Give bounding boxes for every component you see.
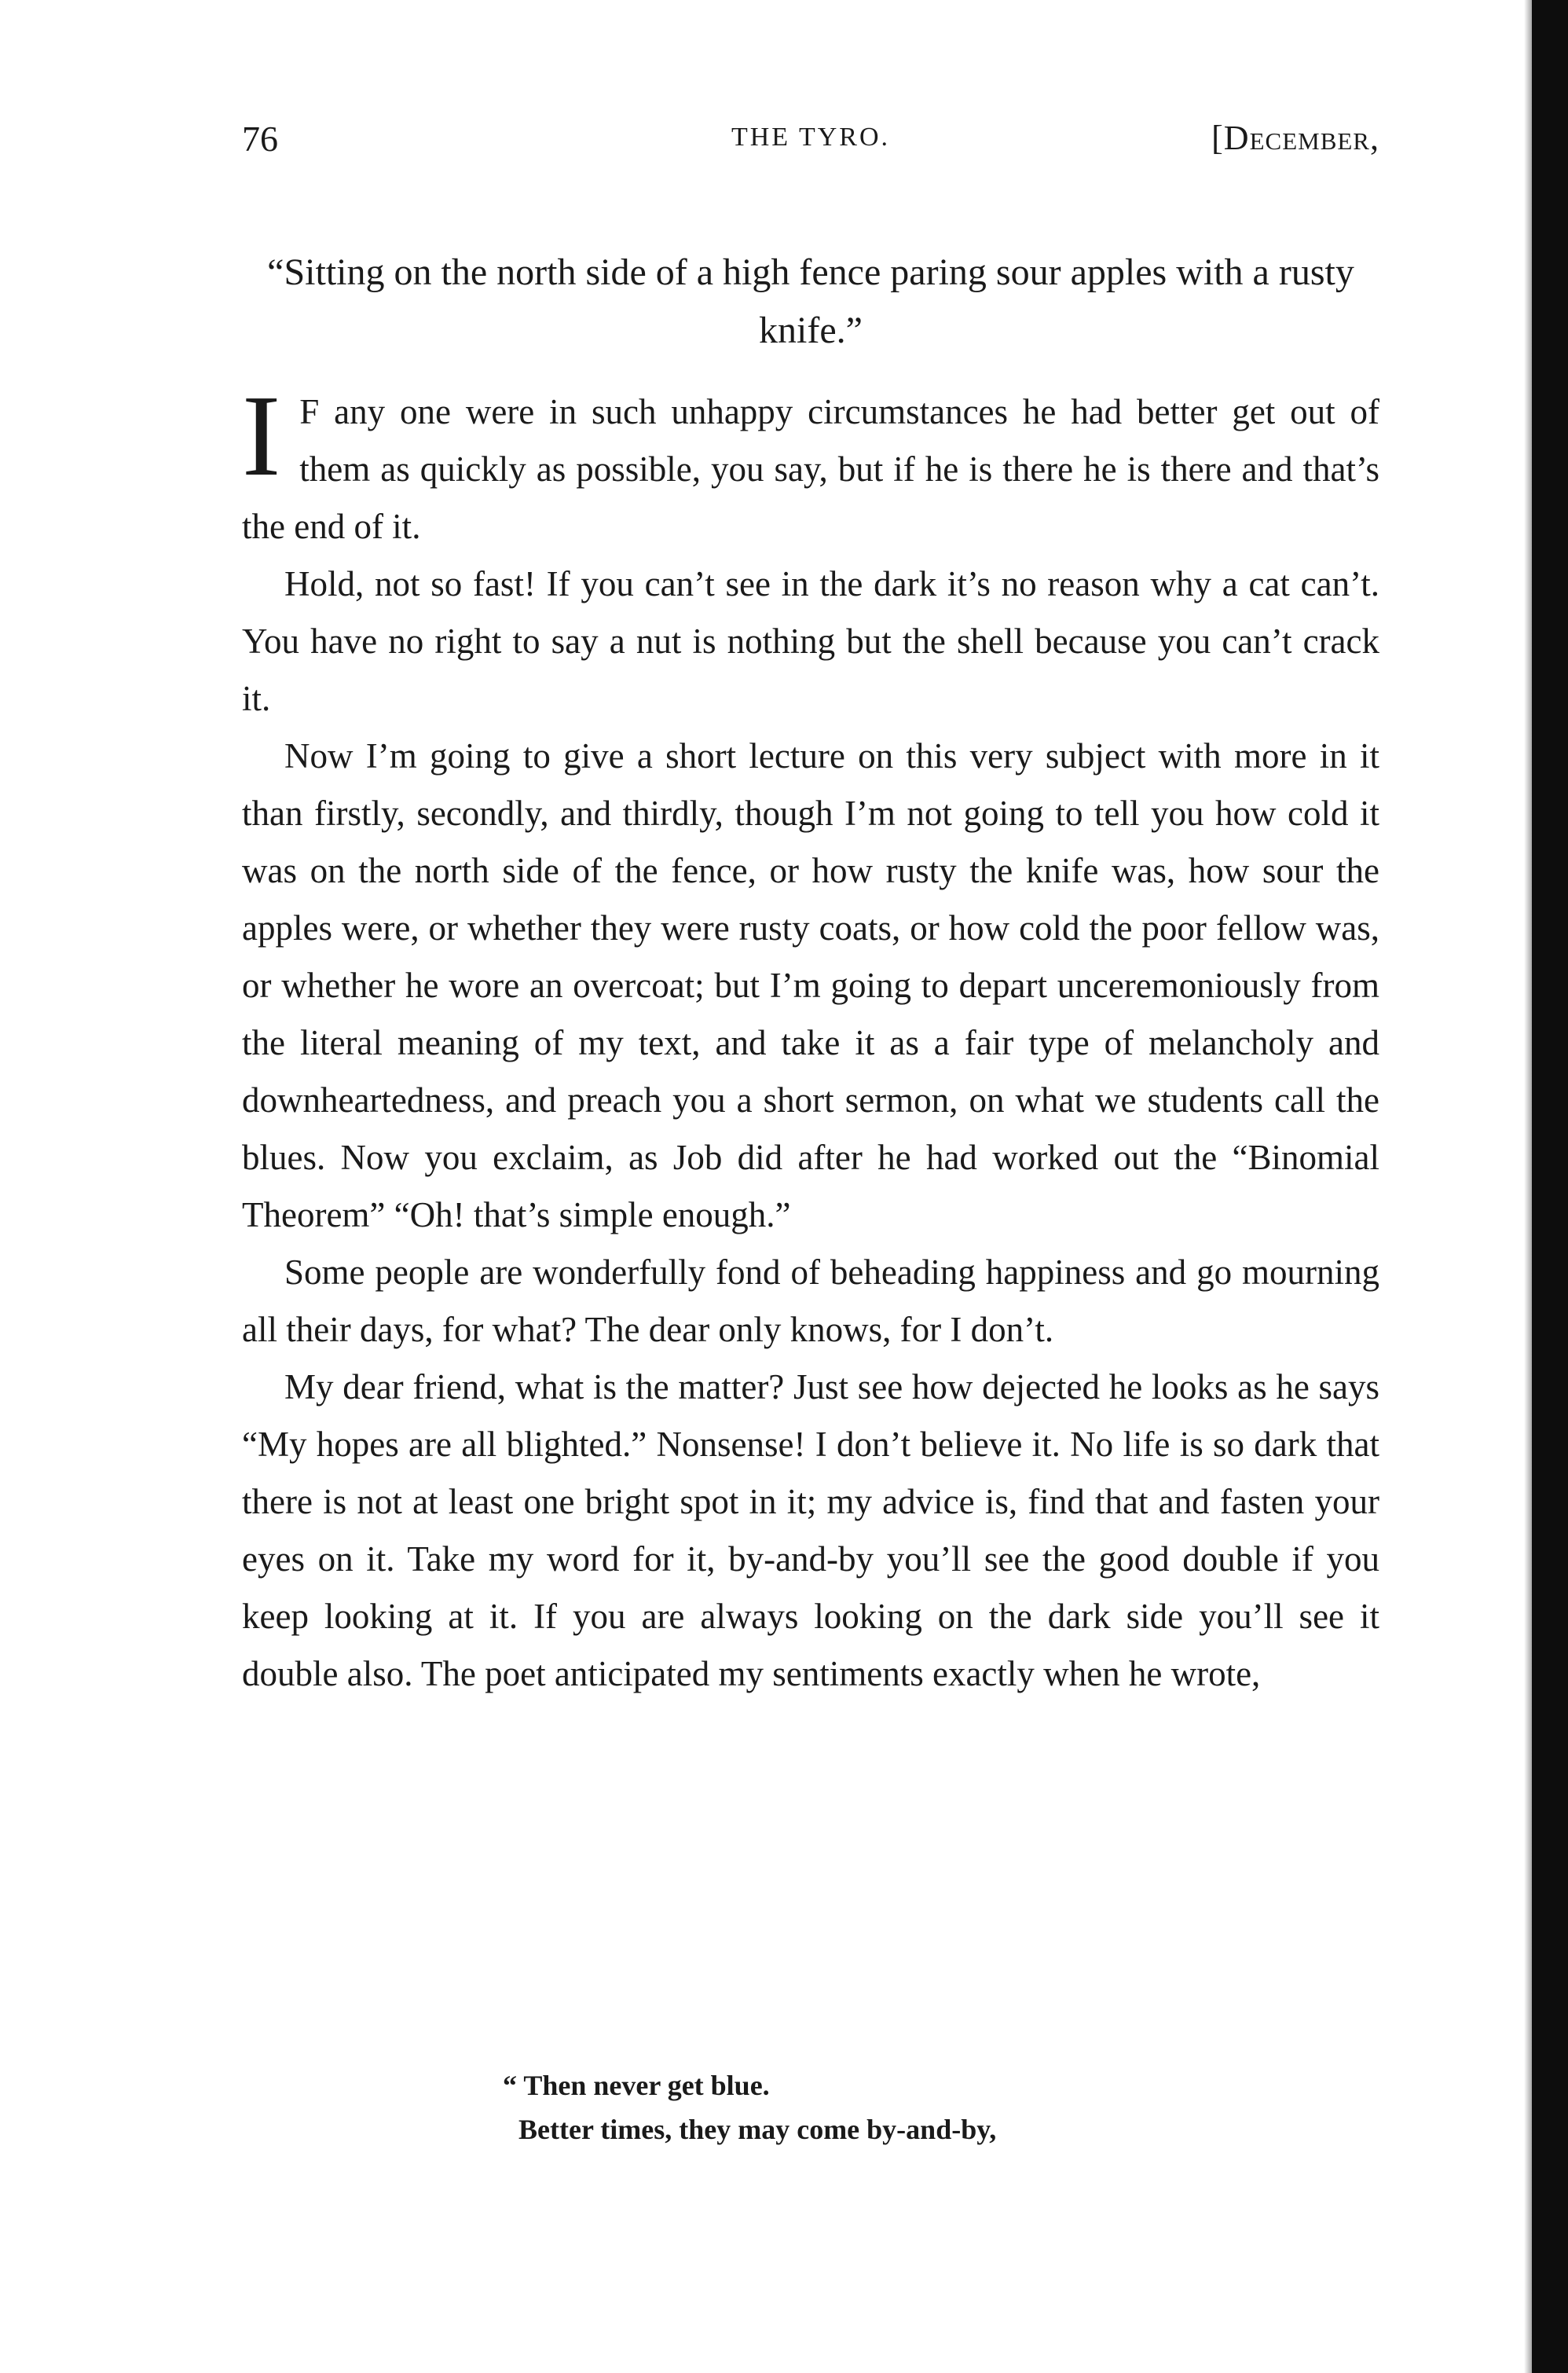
issue-month: [December,: [1211, 119, 1379, 157]
verse-line: Better times, they may come by-and-by,: [518, 2114, 997, 2145]
page-edge-shadow: [1532, 0, 1568, 2373]
verse-quote: [242, 2063, 1379, 2151]
paragraph-5: My dear friend, what is the matter? Just see how dejected he looks as he says “My hopes are all blighted.” Nonsense! I don’t believe it. No life is so dark that there is not at least one bright spot in it; my advice is, find that and fasten your eyes on it. Take my word for it, by-and-by you’ll see the good double if you keep looking at it. If you are always looking on the dark side you’ll see it double also. The poet anticipated my sentiments exactly when he wrote,: [242, 1367, 1379, 1693]
paragraph-2: Hold, not so fast! If you can’t see in the dark it’s no reason why a cat can’t. You have no right to say a nut is nothing but the shell because you can’t crack it.: [242, 564, 1379, 718]
article-epigraph: “Sitting on the north side of a high fence paring sour apples with a rusty knife.”: [267, 251, 1354, 351]
article-body: [242, 372, 1379, 1703]
paragraph-1: [242, 372, 1379, 556]
paragraph-4: Some people are wonderfully fond of beheading happiness and go mourning all their days, for what? The dear only knows, for I don’t.: [242, 1253, 1379, 1349]
paragraph-1-text: F any one were in such unhappy circumstances he had better get out of them as quickly as possible, you say, but if he is there he is there and that’s the end of it.: [242, 392, 1379, 546]
paragraph-3: Now I’m going to give a short lecture on this very subject with more in it than firstly, secondly, and thirdly, though I’m not going to tell you how cold it was on the north side of the fence, or how rusty the knife was, how sour the apples were, or whether they were rusty coats, or how cold the poor fellow was, or whether he wore an overcoat; but I’m going to depart unceremoniously from the literal meaning of my text, and take it as a fair type of melancholy and downheartedness, and preach you a short sermon, on what we students call the blues. Now you exclaim, as Job did after he had worked out the “Binomial Theorem” “Oh! that’s simple enough.”: [242, 736, 1379, 1234]
journal-title: THE TYRO.: [731, 123, 891, 152]
drop-cap: I: [242, 372, 281, 501]
verse-line: “ Then never get blue.: [503, 2070, 770, 2101]
page-number: 76: [242, 119, 278, 159]
running-head: [242, 118, 1379, 165]
